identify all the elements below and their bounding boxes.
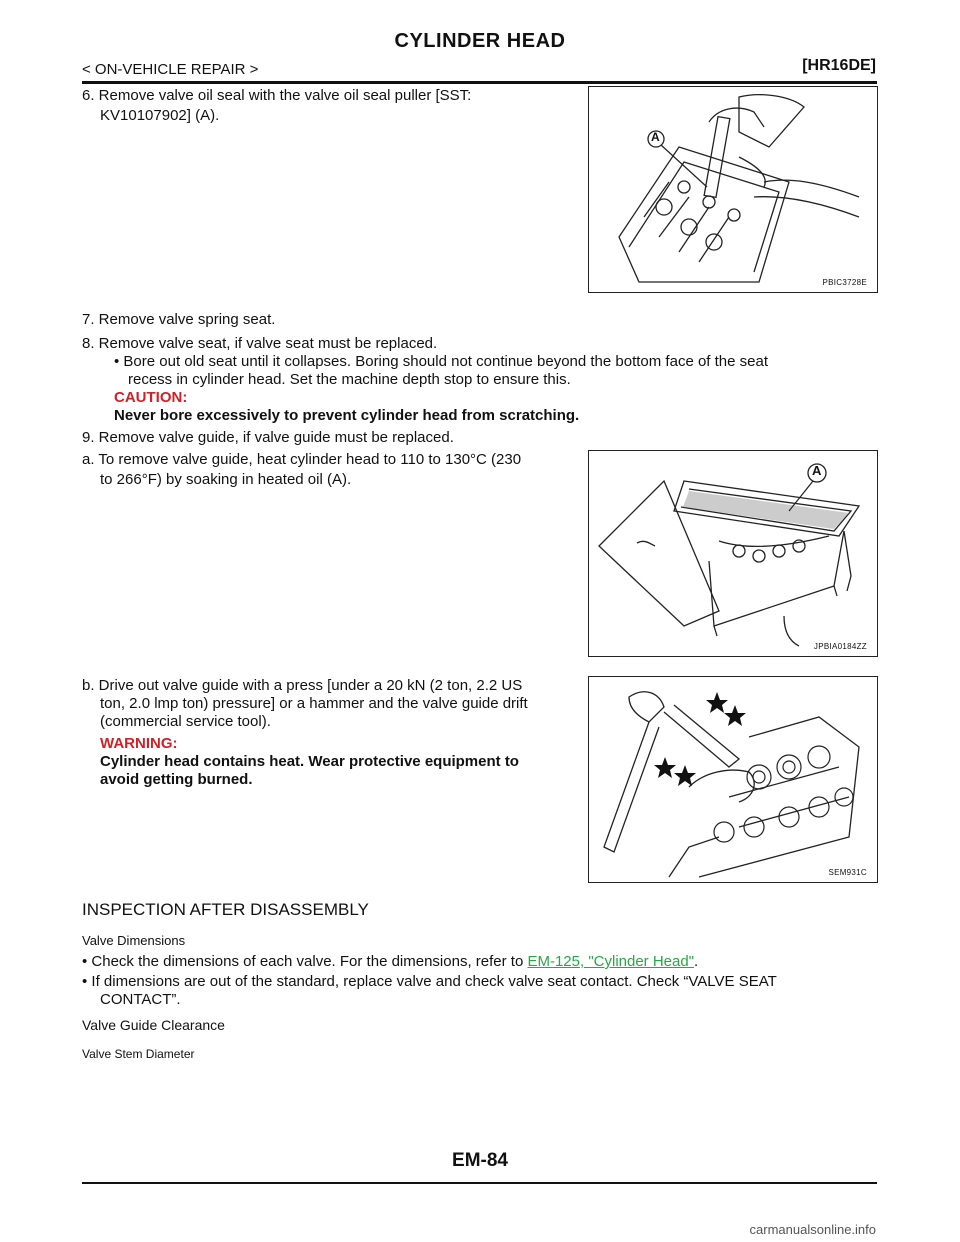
subheading-valve-dimensions: Valve Dimensions (82, 933, 186, 948)
step-8: 8. Remove valve seat, if valve seat must be replaced. (82, 335, 438, 352)
step-a-line-2: to 266°F) by soaking in heated oil (A). (100, 471, 352, 488)
figure-3-code: SEM931C (828, 868, 867, 877)
hammer-drift-illustration (589, 677, 877, 882)
step-7: 7. Remove valve spring seat. (82, 311, 276, 328)
subheading-valve-stem-diameter: Valve Stem Diameter (82, 1047, 195, 1061)
subheading-valve-guide-clearance: Valve Guide Clearance (82, 1017, 225, 1033)
inspection-bullet-1-text: • Check the dimensions of each valve. For the dimensions, refer to (82, 953, 528, 970)
valve-seal-puller-illustration (589, 87, 877, 292)
step-b-line-3: (commercial service tool). (100, 713, 271, 730)
section-label: < ON-VEHICLE REPAIR > (82, 61, 259, 78)
step-8-bullet-line-2: recess in cylinder head. Set the machine depth stop to ensure this. (128, 371, 571, 388)
warning-line-1: Cylinder head contains heat. Wear protective equipment to (100, 753, 519, 770)
step-b-line-1: b. Drive out valve guide with a press [under a 20 kN (2 ton, 2.2 US (82, 677, 523, 694)
step-9: 9. Remove valve guide, if valve guide must be replaced. (82, 429, 454, 446)
step-a-line-1: a. To remove valve guide, heat cylinder head to 110 to 130°C (230 (82, 451, 522, 468)
oil-bath-illustration (589, 451, 877, 656)
page-number: EM-84 (452, 1150, 508, 1171)
figure-2-callout-a: A (812, 463, 822, 478)
warning-line-2: avoid getting burned. (100, 771, 253, 788)
watermark: carmanualsonline.info (749, 1222, 876, 1237)
cylinder-head-spec-link[interactable]: EM-125, "Cylinder Head" (527, 953, 695, 970)
inspection-bullet-1-end: . (694, 953, 699, 970)
header-rule (82, 81, 877, 84)
section-heading-inspection: INSPECTION AFTER DISASSEMBLY (82, 900, 369, 919)
page-title: CYLINDER HEAD (394, 30, 566, 52)
engine-code: [HR16DE] (802, 57, 876, 74)
warning-label: WARNING: (100, 735, 178, 752)
inspection-bullet-2: • If dimensions are out of the standard, replace valve and check valve seat contact. Check “VALVE SEAT (82, 973, 777, 990)
step-6-line-2: KV10107902] (A). (100, 107, 220, 124)
figure-valve-guide-drift (588, 676, 878, 883)
footer-rule (82, 1182, 877, 1184)
figure-valve-oil-seal-puller (588, 86, 878, 293)
inspection-bullet-2-line-2: CONTACT”. (100, 991, 181, 1008)
caution-text: Never bore excessively to prevent cylinder head from scratching. (114, 407, 580, 424)
inspection-bullet-1 (82, 952, 877, 972)
figure-1-code: PBIC3728E (822, 278, 867, 287)
figure-heated-oil-bath (588, 450, 878, 657)
caution-label: CAUTION: (114, 389, 188, 406)
step-6-line-1: 6. Remove valve oil seal with the valve oil seal puller [SST: (82, 87, 472, 104)
step-8-bullet: • Bore out old seat until it collapses. Boring should not continue beyond the bottom face of the seat (114, 353, 769, 370)
figure-2-code: JPBIA0184ZZ (813, 642, 867, 651)
step-b-line-2: ton, 2.0 lmp ton) pressure] or a hammer and the valve guide drift (100, 695, 528, 712)
figure-1-callout-a: A (651, 130, 660, 144)
